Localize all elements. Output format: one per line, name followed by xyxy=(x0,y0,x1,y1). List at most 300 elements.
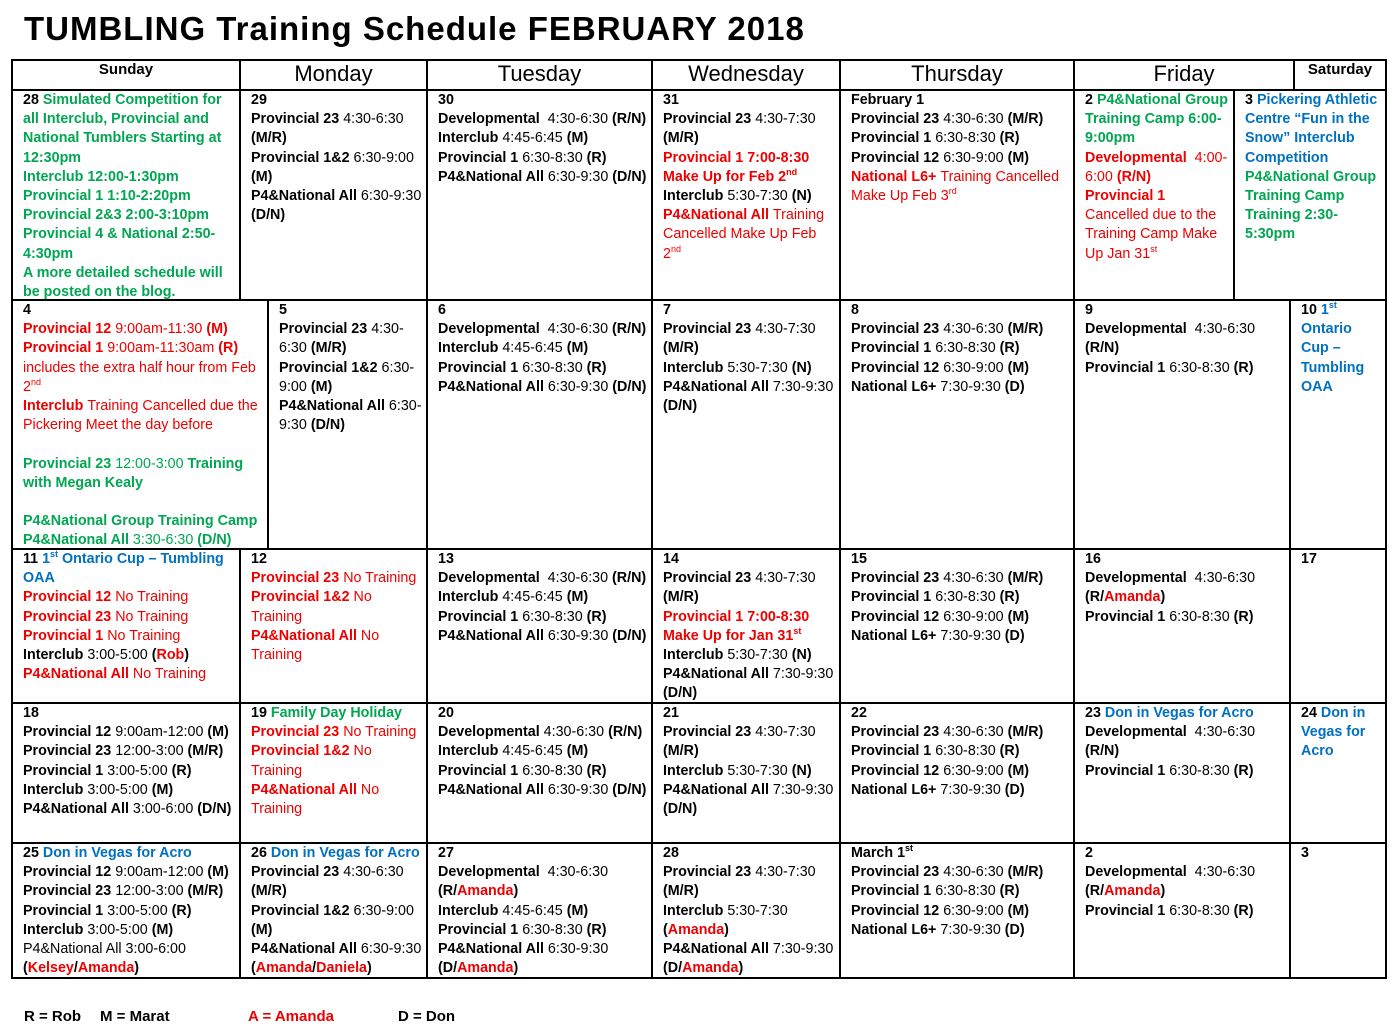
schedule-text: 3:00-5:00 xyxy=(87,647,152,664)
schedule-text: 9:00pm xyxy=(1085,130,1136,147)
schedule-text: be posted on the blog. xyxy=(23,284,176,299)
schedule-text: (D/N) xyxy=(197,801,232,818)
schedule-text: 3 xyxy=(1245,92,1257,108)
schedule-text: No xyxy=(360,627,380,644)
schedule-text: (R) xyxy=(586,608,607,625)
schedule-text: 15 xyxy=(851,551,867,567)
schedule-text: 5:30-7:30 xyxy=(727,902,788,919)
schedule-text: Provincial 1 xyxy=(1085,902,1170,919)
schedule-text: 9:00am-11:30am xyxy=(107,340,219,357)
schedule-text: P4&National All xyxy=(438,627,548,644)
schedule-text: 3:00-5:00 xyxy=(107,902,172,919)
schedule-text: Interclub 12:00-1:30pm xyxy=(23,168,179,185)
schedule-text: 6:30-8:30 xyxy=(522,608,587,625)
schedule-line xyxy=(23,550,237,569)
day-cell-thu xyxy=(851,704,1071,842)
schedule-text: 6:30-8:30 xyxy=(1169,608,1234,625)
schedule-line xyxy=(23,959,237,977)
schedule-line xyxy=(663,762,837,781)
schedule-line xyxy=(663,882,837,901)
schedule-text: (R) xyxy=(218,340,239,357)
schedule-text: Provincial 23 xyxy=(279,321,372,338)
schedule-text: Provincial 23 xyxy=(851,724,944,741)
schedule-text: (R) xyxy=(171,902,192,919)
schedule-line xyxy=(663,940,837,959)
day-cell-mon xyxy=(279,301,424,548)
schedule-text: st xyxy=(905,844,914,854)
schedule-line xyxy=(438,704,649,723)
day-cell-wed xyxy=(663,301,837,548)
schedule-text: 3:00-6:00 xyxy=(132,801,198,818)
schedule-text: (D/N) xyxy=(612,627,647,644)
schedule-text: 7:30-9:30 xyxy=(940,627,1005,644)
schedule-text: Cup – xyxy=(1301,340,1341,357)
schedule-text: 6:30-9:00 xyxy=(943,608,1008,625)
grid-line-vertical xyxy=(839,702,841,844)
schedule-text: 6:30-9:00 xyxy=(943,902,1008,919)
schedule-text: 2 xyxy=(1085,92,1097,108)
schedule-line xyxy=(23,301,265,320)
schedule-line xyxy=(1085,762,1287,781)
grid-line-vertical xyxy=(1073,548,1075,704)
schedule-line xyxy=(1085,129,1231,148)
schedule-text: Provincial 12 xyxy=(851,608,944,625)
schedule-text: P4&National All xyxy=(438,378,548,395)
schedule-text: Training Cancelled due the xyxy=(87,398,258,415)
schedule-line xyxy=(23,493,265,512)
schedule-line xyxy=(1085,206,1231,225)
schedule-text: Provincial 1 xyxy=(438,149,523,166)
schedule-text: Training Camp Make xyxy=(1085,226,1218,243)
schedule-line xyxy=(663,187,837,206)
schedule-text: (R) xyxy=(586,149,607,166)
schedule-text: 4:30-7:30 xyxy=(755,111,816,128)
schedule-line xyxy=(663,110,837,129)
schedule-line xyxy=(438,168,649,187)
schedule-line xyxy=(1085,844,1287,863)
schedule-text: 6 xyxy=(438,302,446,318)
schedule-text: Interclub xyxy=(663,647,728,664)
schedule-text: (M/R) xyxy=(1007,321,1044,338)
schedule-line xyxy=(663,245,837,264)
schedule-line xyxy=(251,627,424,646)
day-cell-sat xyxy=(1301,550,1383,702)
schedule-text: 9:00am-12:00 xyxy=(115,724,208,741)
day-cell-wed xyxy=(663,844,837,977)
schedule-text: 9:00am-12:00 xyxy=(115,864,208,881)
schedule-text: (D/ xyxy=(438,960,458,977)
grid-line-vertical xyxy=(1233,89,1235,301)
schedule-text: 6:30-9:30 xyxy=(547,781,613,798)
schedule-text: ( xyxy=(151,647,157,664)
schedule-text: (D/N) xyxy=(663,685,698,702)
schedule-line xyxy=(23,588,237,607)
schedule-text: OAA xyxy=(23,570,55,587)
day-cell-thu xyxy=(851,301,1071,548)
schedule-text: Provincial 1 xyxy=(23,902,108,919)
schedule-line xyxy=(23,397,265,416)
schedule-text: Provincial 1 xyxy=(1085,188,1166,205)
schedule-line xyxy=(438,723,649,742)
schedule-text: Provincial 23 xyxy=(23,743,116,760)
schedule-text: P4&National All xyxy=(663,941,773,958)
schedule-text: 4:30pm xyxy=(23,245,74,262)
schedule-text: 4 xyxy=(23,302,31,318)
schedule-line xyxy=(438,902,649,921)
schedule-line xyxy=(1085,882,1287,901)
schedule-text: 12:30pm xyxy=(23,149,82,166)
schedule-line xyxy=(251,921,424,940)
schedule-text: (D/N) xyxy=(663,801,698,818)
header-monday: Monday xyxy=(294,61,373,86)
schedule-line xyxy=(851,91,1071,110)
schedule-text: (M) xyxy=(566,340,589,357)
schedule-text: (M) xyxy=(566,743,589,760)
schedule-text: 5:30-7:30 xyxy=(727,647,792,664)
grid-line-vertical xyxy=(1073,842,1075,979)
schedule-line xyxy=(663,129,837,148)
schedule-line xyxy=(251,940,424,959)
schedule-text: 5:30-7:30 xyxy=(727,188,792,205)
schedule-line xyxy=(438,110,649,129)
schedule-line xyxy=(1085,225,1231,244)
schedule-text: 16 xyxy=(1085,551,1101,567)
schedule-text: Make Up for Jan 31 xyxy=(663,627,794,644)
schedule-text: 6:30 xyxy=(279,340,311,357)
schedule-text: Developmental xyxy=(438,724,544,741)
schedule-text: 4:30-6:30 xyxy=(547,570,613,587)
schedule-text: (M) xyxy=(207,864,229,881)
schedule-line xyxy=(279,320,424,339)
schedule-text: 12:00-3:00 xyxy=(115,743,188,760)
schedule-line xyxy=(1301,301,1383,320)
schedule-text: 6:30-8:30 xyxy=(1169,902,1234,919)
schedule-text: ) xyxy=(1160,883,1166,900)
schedule-text: 6:30-9:00 xyxy=(943,149,1008,166)
schedule-text: (M) xyxy=(251,168,273,185)
day-cell-tue xyxy=(438,704,649,842)
schedule-text: Provincial 1 xyxy=(851,743,936,760)
schedule-text: 9:00am-11:30 xyxy=(115,321,207,338)
page-title: TUMBLING Training Schedule FEBRUARY 2018 xyxy=(24,10,805,47)
schedule-text: Provincial 1 xyxy=(438,359,523,376)
schedule-line xyxy=(251,206,424,225)
schedule-line xyxy=(663,378,837,397)
schedule-text: (M/R) xyxy=(310,340,347,357)
schedule-text: (M/R) xyxy=(1007,111,1044,128)
day-cell-wed xyxy=(663,550,837,702)
schedule-text: 2 xyxy=(23,378,31,395)
schedule-text: (M/R) xyxy=(187,743,224,760)
schedule-text: Provincial 1 xyxy=(438,762,523,779)
schedule-text: Interclub xyxy=(663,188,728,205)
schedule-line xyxy=(438,320,649,339)
schedule-line xyxy=(438,149,649,168)
schedule-line xyxy=(23,762,237,781)
schedule-text: Developmental xyxy=(1085,321,1195,338)
grid-line-vertical xyxy=(839,59,841,91)
schedule-text: (M/R) xyxy=(663,340,699,357)
day-cell-tue xyxy=(438,844,649,977)
schedule-text: P4&National All xyxy=(279,398,389,415)
schedule-line xyxy=(663,206,837,225)
schedule-text: Daniela xyxy=(316,960,368,977)
schedule-text: (R/N) xyxy=(1116,168,1151,185)
grid-line-vertical xyxy=(1385,59,1387,91)
schedule-line xyxy=(23,512,265,531)
schedule-line xyxy=(1085,723,1287,742)
schedule-line xyxy=(438,742,649,761)
schedule-text: Provincial 12 xyxy=(23,724,116,741)
schedule-text: (M/R) xyxy=(663,883,699,900)
schedule-line xyxy=(851,627,1071,646)
schedule-line xyxy=(23,863,237,882)
schedule-text: 19 xyxy=(251,705,271,721)
day-cell-wed xyxy=(663,704,837,842)
schedule-text: Provincial 23 xyxy=(663,111,756,128)
schedule-text: (D/N) xyxy=(251,207,286,224)
schedule-text: 12:00-3:00 xyxy=(115,455,188,472)
schedule-text: (R) xyxy=(586,921,607,938)
schedule-text: 6:30-9:30 xyxy=(547,941,609,958)
schedule-text: No xyxy=(353,589,372,606)
schedule-text: (R/N) xyxy=(1085,743,1120,760)
schedule-text: 27 xyxy=(438,845,454,861)
schedule-text: Don in Vegas for Acro xyxy=(42,845,192,861)
schedule-text: (M/R) xyxy=(1007,570,1044,587)
schedule-line xyxy=(279,416,424,435)
day-cell-tue xyxy=(438,91,649,299)
schedule-text: Interclub xyxy=(23,647,88,664)
schedule-line xyxy=(851,569,1071,588)
schedule-text: 4:00- xyxy=(1194,149,1228,166)
grid-line-vertical xyxy=(239,89,241,301)
grid-line-vertical xyxy=(426,842,428,979)
grid-line-vertical xyxy=(1289,299,1291,550)
schedule-text: Snow” Interclub xyxy=(1245,130,1355,147)
schedule-line xyxy=(279,359,424,378)
schedule-text: Provincial 2&3 2:00-3:10pm xyxy=(23,207,209,224)
schedule-text: Interclub xyxy=(663,762,728,779)
schedule-line xyxy=(23,129,237,148)
schedule-text: 4:45-6:45 xyxy=(502,589,567,606)
schedule-text: (R/N) xyxy=(612,321,647,338)
schedule-text: (R) xyxy=(999,743,1020,760)
schedule-text: 3:30-6:30 xyxy=(132,532,198,548)
schedule-line xyxy=(1301,742,1383,761)
grid-line-vertical xyxy=(1289,548,1291,704)
schedule-text: Developmental xyxy=(438,111,548,128)
schedule-line xyxy=(851,588,1071,607)
schedule-text: (M) xyxy=(207,724,229,741)
grid-line-vertical xyxy=(426,702,428,844)
schedule-text: Don in Vegas for Acro xyxy=(270,845,420,861)
schedule-text: (R/N) xyxy=(612,111,647,128)
schedule-text: 7:30-9:30 xyxy=(940,921,1005,938)
day-cell-sun xyxy=(23,704,237,842)
schedule-text: 2 xyxy=(1085,845,1093,861)
schedule-text: No Training xyxy=(132,666,207,683)
schedule-text: (D/N) xyxy=(310,417,345,434)
schedule-text: 4:30-7:30 xyxy=(755,724,816,741)
schedule-text: 4:30-6:30 xyxy=(343,864,404,881)
schedule-line xyxy=(1085,110,1231,129)
schedule-text: Provincial 23 xyxy=(251,111,344,128)
schedule-text: st xyxy=(1328,301,1337,311)
schedule-line xyxy=(438,550,649,569)
schedule-text: nd xyxy=(30,377,41,388)
schedule-text: 9:30 xyxy=(279,417,311,434)
schedule-line xyxy=(438,959,649,977)
schedule-text: (R) xyxy=(1233,608,1254,625)
schedule-text: 1 xyxy=(42,551,51,567)
schedule-text: (D) xyxy=(1004,378,1025,395)
grid-line-vertical xyxy=(426,548,428,704)
schedule-text: P4&National Group xyxy=(1245,168,1377,185)
schedule-line xyxy=(251,902,424,921)
grid-line-vertical xyxy=(1073,299,1075,550)
schedule-text: Provincial 1&2 xyxy=(251,902,354,919)
schedule-line xyxy=(23,359,265,378)
schedule-text: 3 xyxy=(1301,845,1309,861)
schedule-text: 6:30-9:30 xyxy=(547,168,613,185)
schedule-text: P4&National All xyxy=(23,941,126,958)
schedule-line xyxy=(23,723,237,742)
schedule-text: Provincial 23 xyxy=(851,864,944,881)
schedule-text: 13 xyxy=(438,551,454,567)
schedule-text: Training Cancelled xyxy=(940,168,1060,185)
schedule-line xyxy=(438,359,649,378)
schedule-line xyxy=(23,569,237,588)
schedule-text: 17 xyxy=(1301,551,1317,567)
grid-line-horizontal xyxy=(11,977,1387,979)
schedule-line xyxy=(251,569,424,588)
schedule-text: 4:45-6:45 xyxy=(502,340,567,357)
schedule-line xyxy=(23,245,237,264)
schedule-text: 4:30-7:30 xyxy=(755,321,816,338)
schedule-text: P4&National All xyxy=(23,532,133,548)
schedule-text: 6:30-9:00 xyxy=(943,359,1008,376)
schedule-text: nd xyxy=(786,167,798,178)
grid-line-vertical xyxy=(651,842,653,979)
schedule-line xyxy=(1301,378,1383,397)
schedule-text: 6:30-8:30 xyxy=(935,883,1000,900)
schedule-line xyxy=(251,608,424,627)
schedule-line xyxy=(851,168,1071,187)
schedule-text: Provincial 1 xyxy=(1085,359,1170,376)
schedule-text: Interclub xyxy=(23,781,88,798)
schedule-text: (N) xyxy=(791,762,812,779)
schedule-text: 4:45-6:45 xyxy=(502,130,567,147)
grid-line-vertical xyxy=(11,299,13,550)
schedule-line xyxy=(1245,91,1383,110)
schedule-text: Provincial 12 xyxy=(851,359,944,376)
schedule-text: 4:30-6:30 xyxy=(1194,570,1256,587)
schedule-text: 6:30-8:30 xyxy=(935,130,1000,147)
schedule-line xyxy=(23,416,265,435)
schedule-text: (R) xyxy=(999,589,1020,606)
schedule-text: (D/N) xyxy=(612,781,647,798)
schedule-line xyxy=(1085,902,1287,921)
schedule-text: 10 xyxy=(1301,302,1321,318)
schedule-text: Make Up Feb 3 xyxy=(851,188,949,205)
schedule-line xyxy=(663,550,837,569)
schedule-text: February 1 xyxy=(851,92,925,108)
schedule-text: Provincial 23 xyxy=(851,111,944,128)
schedule-text: 31 xyxy=(663,92,679,108)
schedule-text: Provincial 23 xyxy=(251,570,344,587)
schedule-text: ) xyxy=(367,960,372,977)
schedule-text: No xyxy=(353,743,372,760)
schedule-text: Amanda xyxy=(255,960,313,977)
schedule-text: Interclub xyxy=(438,902,503,919)
schedule-line xyxy=(1245,110,1383,129)
schedule-text: Amanda xyxy=(77,960,135,977)
schedule-text: st xyxy=(793,626,802,637)
schedule-line xyxy=(1085,245,1231,264)
schedule-text: ) xyxy=(738,960,744,977)
schedule-text: 7:30-9:30 xyxy=(772,941,834,958)
schedule-text: No Training xyxy=(115,608,189,625)
schedule-line xyxy=(1301,844,1383,863)
schedule-text: P4&National All xyxy=(251,188,361,205)
schedule-text: Family Day Holiday xyxy=(270,705,402,721)
schedule-line xyxy=(851,110,1071,129)
schedule-line xyxy=(663,665,837,684)
schedule-text: ) xyxy=(1160,589,1166,606)
schedule-text: No Training xyxy=(343,724,417,741)
schedule-text: Centre “Fun in the xyxy=(1245,111,1370,128)
schedule-text: (M) xyxy=(1007,608,1030,625)
schedule-text: 4:30-6:30 xyxy=(343,111,404,128)
grid-line-vertical xyxy=(267,299,269,550)
schedule-line xyxy=(1085,588,1287,607)
schedule-text: 4:30-6:30 xyxy=(547,321,613,338)
schedule-text: 6:30-9:30 xyxy=(360,188,422,205)
legend-don: D = Don xyxy=(398,1008,456,1025)
schedule-text: (D/N) xyxy=(197,532,232,548)
schedule-text: Provincial 1 xyxy=(23,762,108,779)
schedule-text: 7:30-9:30 xyxy=(772,781,834,798)
schedule-text: Provincial 1 7:00-8:30 xyxy=(663,149,810,166)
grid-line-vertical xyxy=(239,59,241,91)
schedule-line xyxy=(851,723,1071,742)
schedule-text: 6:30-9:00 xyxy=(353,149,414,166)
schedule-text: (R/ xyxy=(1085,589,1105,606)
schedule-text: Training xyxy=(251,647,303,664)
schedule-text: 30 xyxy=(438,92,454,108)
schedule-line xyxy=(663,742,837,761)
schedule-line xyxy=(23,921,237,940)
schedule-text: 6:30-8:30 xyxy=(522,921,587,938)
schedule-text: 4:30-6:30 xyxy=(1194,321,1256,338)
schedule-text: 4:30-6:30 xyxy=(943,111,1008,128)
schedule-line xyxy=(851,902,1071,921)
schedule-text: Provincial 12 xyxy=(23,321,116,338)
schedule-text: Amanda xyxy=(667,921,725,938)
schedule-text: (D/N) xyxy=(612,168,647,185)
schedule-text: (N) xyxy=(791,647,812,664)
schedule-line xyxy=(251,882,424,901)
schedule-text: Provincial 1&2 xyxy=(279,359,382,376)
schedule-line xyxy=(438,627,649,646)
schedule-line xyxy=(851,149,1071,168)
schedule-text: 7:30-9:30 xyxy=(940,781,1005,798)
schedule-text: / xyxy=(73,960,78,977)
legend-marat: M = Marat xyxy=(100,1008,170,1025)
schedule-line xyxy=(438,378,649,397)
schedule-line xyxy=(663,91,837,110)
